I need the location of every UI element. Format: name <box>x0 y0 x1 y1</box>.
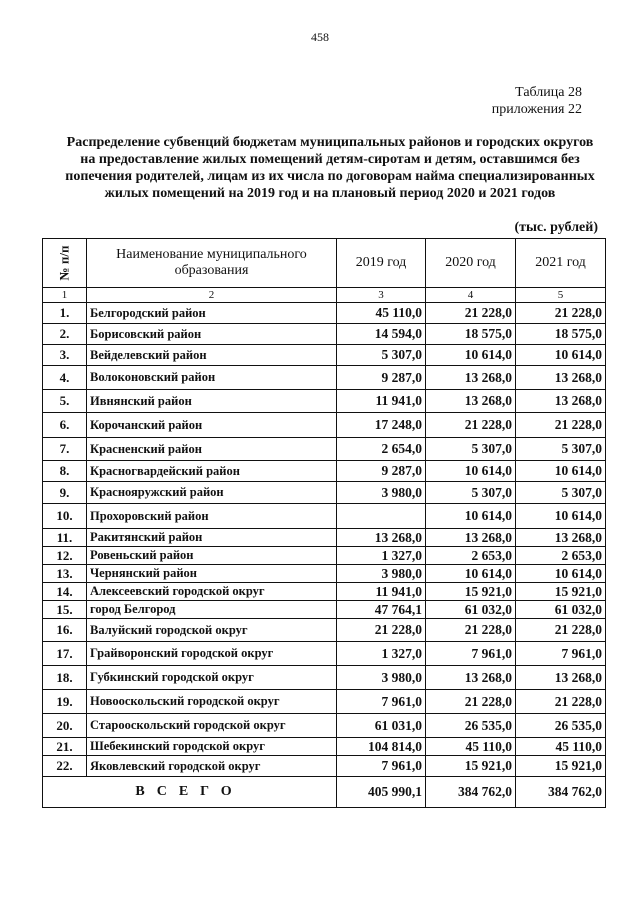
value-2019: 1 327,0 <box>337 642 426 666</box>
value-2020: 21 228,0 <box>426 413 516 438</box>
value-2020: 15 921,0 <box>426 756 516 777</box>
municipality-name: Губкинский городской округ <box>87 666 337 690</box>
municipality-name: Краснояружский район <box>87 482 337 504</box>
table-row <box>43 504 606 529</box>
municipality-name: Красненский район <box>87 438 337 461</box>
value-2021: 15 921,0 <box>516 756 606 777</box>
table-row <box>43 583 606 601</box>
column-index: 4 <box>426 288 516 303</box>
header-2020: 2020 год <box>426 239 516 288</box>
row-number: 1. <box>43 303 87 324</box>
table-row <box>43 756 606 777</box>
value-2020: 10 614,0 <box>426 461 516 482</box>
caption-table-number: Таблица 28 <box>515 85 582 100</box>
table-row <box>43 738 606 756</box>
row-number: 2. <box>43 324 87 345</box>
value-2020: 45 110,0 <box>426 738 516 756</box>
column-index: 1 <box>43 288 87 303</box>
header-2021: 2021 год <box>516 239 606 288</box>
caption-appendix: приложения 22 <box>491 102 582 117</box>
value-2020: 13 268,0 <box>426 366 516 390</box>
municipality-name: Волоконовский район <box>87 366 337 390</box>
value-2020: 15 921,0 <box>426 583 516 601</box>
municipality-name: Грайворонский городской округ <box>87 642 337 666</box>
municipality-name: Корочанский район <box>87 413 337 438</box>
value-2021: 13 268,0 <box>516 529 606 547</box>
value-2021: 5 307,0 <box>516 482 606 504</box>
municipality-name: Валуйский городской округ <box>87 619 337 642</box>
row-number: 13. <box>43 565 87 583</box>
value-2019: 3 980,0 <box>337 666 426 690</box>
municipality-name: Яковлевский городской округ <box>87 756 337 777</box>
value-2021: 13 268,0 <box>516 666 606 690</box>
value-2020: 10 614,0 <box>426 345 516 366</box>
municipality-name: Чернянский район <box>87 565 337 583</box>
value-2021: 2 653,0 <box>516 547 606 565</box>
municipality-name: город Белгород <box>87 601 337 619</box>
municipality-name: Алексеевский городской округ <box>87 583 337 601</box>
table-row <box>43 565 606 583</box>
value-2019: 2 654,0 <box>337 438 426 461</box>
row-number: 20. <box>43 714 87 738</box>
row-number: 9. <box>43 482 87 504</box>
value-2019 <box>337 504 426 529</box>
table-row <box>43 461 606 482</box>
table-row <box>43 619 606 642</box>
row-number: 19. <box>43 690 87 714</box>
row-number: 6. <box>43 413 87 438</box>
municipality-name: Ровеньский район <box>87 547 337 565</box>
value-2021: 61 032,0 <box>516 601 606 619</box>
value-2019: 21 228,0 <box>337 619 426 642</box>
value-2021: 45 110,0 <box>516 738 606 756</box>
table-row <box>43 666 606 690</box>
municipality-name: Ивнянский район <box>87 390 337 413</box>
value-2021: 21 228,0 <box>516 619 606 642</box>
row-number: 10. <box>43 504 87 529</box>
table-row <box>43 529 606 547</box>
row-number: 3. <box>43 345 87 366</box>
value-2020: 7 961,0 <box>426 642 516 666</box>
value-2019: 9 287,0 <box>337 461 426 482</box>
municipality-name: Белгородский район <box>87 303 337 324</box>
value-2019: 3 980,0 <box>337 565 426 583</box>
value-2021: 21 228,0 <box>516 690 606 714</box>
value-2021: 13 268,0 <box>516 366 606 390</box>
value-2020: 10 614,0 <box>426 565 516 583</box>
row-number: 7. <box>43 438 87 461</box>
page-number: 458 <box>311 30 329 44</box>
column-index: 3 <box>337 288 426 303</box>
row-number: 4. <box>43 366 87 390</box>
total-2019: 405 990,1 <box>337 777 426 808</box>
municipality-name: Прохоровский район <box>87 504 337 529</box>
value-2019: 7 961,0 <box>337 690 426 714</box>
value-2021: 21 228,0 <box>516 413 606 438</box>
total-label: ВСЕГО <box>43 777 337 808</box>
value-2021: 13 268,0 <box>516 390 606 413</box>
table-row <box>43 642 606 666</box>
value-2021: 10 614,0 <box>516 461 606 482</box>
row-number: 14. <box>43 583 87 601</box>
row-number: 18. <box>43 666 87 690</box>
value-2019: 104 814,0 <box>337 738 426 756</box>
municipality-name: Красногвардейский район <box>87 461 337 482</box>
units-label: (тыс. рублей) <box>514 220 598 235</box>
municipality-name: Борисовский район <box>87 324 337 345</box>
row-number: 17. <box>43 642 87 666</box>
value-2019: 1 327,0 <box>337 547 426 565</box>
table-row <box>43 690 606 714</box>
column-index: 2 <box>87 288 337 303</box>
subsidy-table <box>42 238 606 808</box>
value-2021: 15 921,0 <box>516 583 606 601</box>
table-row <box>43 303 606 324</box>
table-row <box>43 345 606 366</box>
value-2019: 13 268,0 <box>337 529 426 547</box>
column-index-row <box>43 288 606 303</box>
value-2019: 11 941,0 <box>337 390 426 413</box>
row-number: 12. <box>43 547 87 565</box>
value-2019: 17 248,0 <box>337 413 426 438</box>
value-2021: 7 961,0 <box>516 642 606 666</box>
municipality-name: Вейделевский район <box>87 345 337 366</box>
value-2020: 13 268,0 <box>426 529 516 547</box>
document-title: Распределение субвенций бюджетам муниципальных районов и городских округов на предоставление жилых помещений детям-сиротам и детям, оставшимся без попечения родителей, лицам из их числа по договорам найма специализированных жилых помещений на 2019 год и на плановый период 2020 и 2021 годов <box>65 135 595 201</box>
value-2021: 10 614,0 <box>516 345 606 366</box>
value-2019: 47 764,1 <box>337 601 426 619</box>
value-2020: 21 228,0 <box>426 303 516 324</box>
header-name: Наименование муниципального образования <box>87 239 337 288</box>
value-2020: 2 653,0 <box>426 547 516 565</box>
value-2019: 61 031,0 <box>337 714 426 738</box>
total-row <box>43 777 606 808</box>
total-2021: 384 762,0 <box>516 777 606 808</box>
municipality-name: Новооскольский городской округ <box>87 690 337 714</box>
header-num <box>43 239 87 288</box>
table-row <box>43 413 606 438</box>
municipality-name: Шебекинский городской округ <box>87 738 337 756</box>
value-2020: 18 575,0 <box>426 324 516 345</box>
municipality-name: Старооскольский городской округ <box>87 714 337 738</box>
table-row <box>43 324 606 345</box>
value-2021: 10 614,0 <box>516 565 606 583</box>
table-row <box>43 438 606 461</box>
header-num-label: № п/п <box>56 245 72 280</box>
table-caption <box>492 84 582 118</box>
row-number: 5. <box>43 390 87 413</box>
column-index: 5 <box>516 288 606 303</box>
value-2019: 45 110,0 <box>337 303 426 324</box>
table-row <box>43 366 606 390</box>
value-2021: 18 575,0 <box>516 324 606 345</box>
table-row <box>43 482 606 504</box>
value-2019: 7 961,0 <box>337 756 426 777</box>
table-row <box>43 601 606 619</box>
value-2020: 5 307,0 <box>426 438 516 461</box>
row-number: 21. <box>43 738 87 756</box>
table-row <box>43 390 606 413</box>
total-2020: 384 762,0 <box>426 777 516 808</box>
value-2020: 5 307,0 <box>426 482 516 504</box>
value-2021: 10 614,0 <box>516 504 606 529</box>
value-2020: 21 228,0 <box>426 619 516 642</box>
row-number: 16. <box>43 619 87 642</box>
value-2021: 26 535,0 <box>516 714 606 738</box>
table-row <box>43 714 606 738</box>
value-2020: 13 268,0 <box>426 666 516 690</box>
value-2020: 13 268,0 <box>426 390 516 413</box>
table-row <box>43 547 606 565</box>
row-number: 22. <box>43 756 87 777</box>
value-2020: 21 228,0 <box>426 690 516 714</box>
value-2021: 21 228,0 <box>516 303 606 324</box>
value-2019: 5 307,0 <box>337 345 426 366</box>
value-2019: 11 941,0 <box>337 583 426 601</box>
header-row <box>43 239 606 288</box>
row-number: 15. <box>43 601 87 619</box>
value-2020: 10 614,0 <box>426 504 516 529</box>
value-2020: 61 032,0 <box>426 601 516 619</box>
row-number: 8. <box>43 461 87 482</box>
value-2019: 3 980,0 <box>337 482 426 504</box>
value-2019: 14 594,0 <box>337 324 426 345</box>
row-number: 11. <box>43 529 87 547</box>
value-2021: 5 307,0 <box>516 438 606 461</box>
value-2019: 9 287,0 <box>337 366 426 390</box>
value-2020: 26 535,0 <box>426 714 516 738</box>
header-2019: 2019 год <box>337 239 426 288</box>
municipality-name: Ракитянский район <box>87 529 337 547</box>
